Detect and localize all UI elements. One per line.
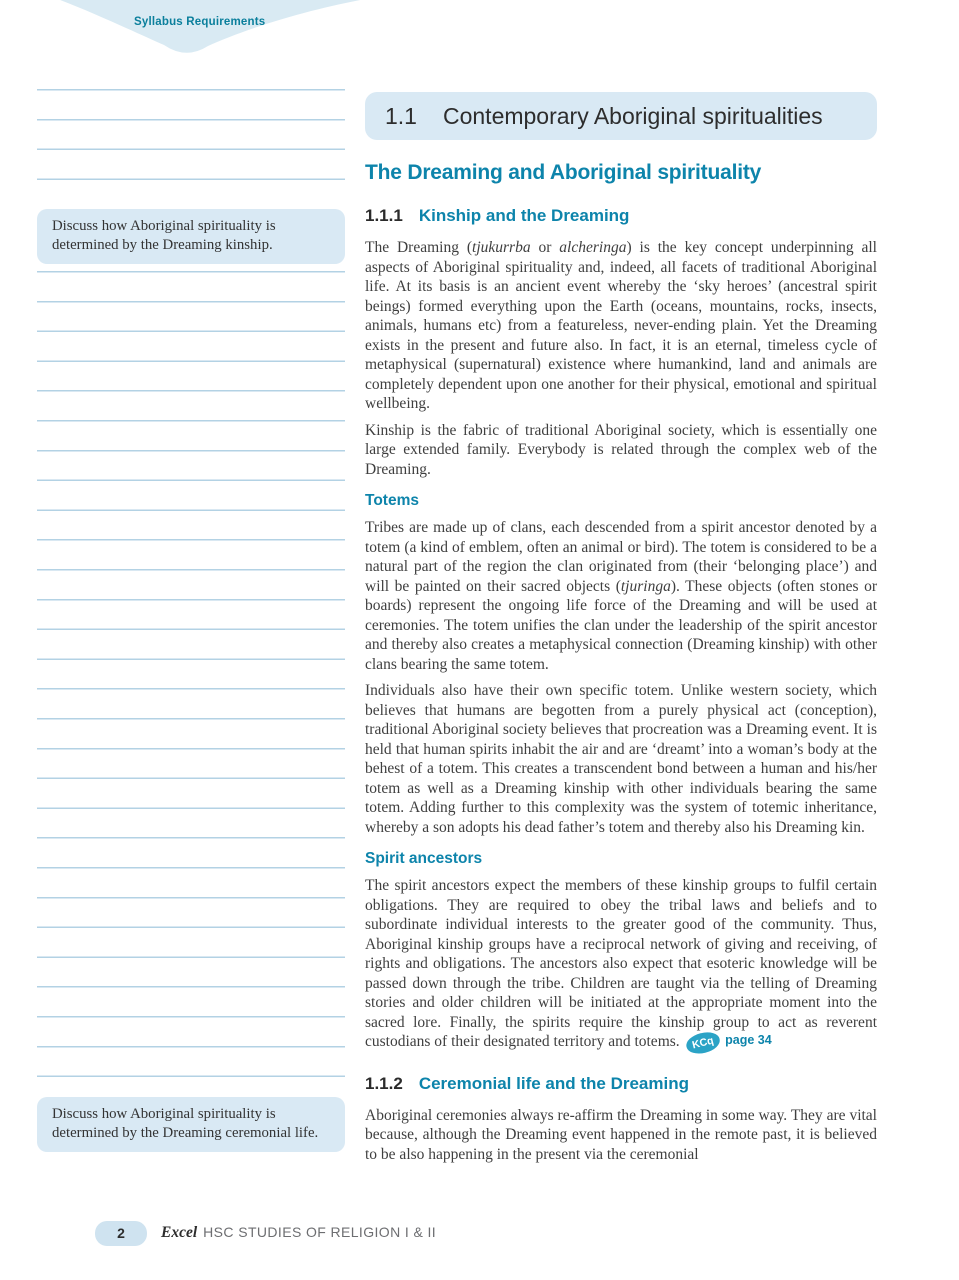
p1-text: The Dreaming ( [365,239,473,256]
p3-text: ). These objects (often stones or boards) represent the ongoing life force of the Dreaming and will be used at ceremonies. The totem unifies the clan under the leadership of the spirit ancestor and thereby also creates a metaphysical connection (Dreaming kinship) with other clans bearing the same totem. [365,577,877,673]
chapter-title-box [365,92,877,140]
section-heading-112 [365,1074,877,1094]
kcq-page-reference: page 34 [725,1033,772,1047]
paragraph-spirit-ancestors [365,876,877,1053]
section-title-111: Kinship and the Dreaming [418,206,630,225]
page-footer [0,1221,959,1247]
paragraph-tribes-clans [365,518,877,674]
p5-text: The spirit ancestors expect the members of these kinship groups to fulfil certain obligations. They are required to obey the tribal laws and beliefs and to subordinate individual interests to the greater good of the community. Thus, Aboriginal kinship groups have a reciprocal network of giving and receiving, of rights and obligations. The ancestors also expect that esoteric knowledge will be passed down through the tribe. Children are taught via the telling of Dreaming stories and older children will be initiated at the appropriate moment into the sacred lore. Finally, the spirits require the kinship group to act as reverent custodians of their designated territory and totems. [365,877,877,1050]
kcq-key-concept-badge: KCq [684,1029,721,1056]
main-text-column [365,0,877,1164]
p1-term-tjukurrba: tjukurrba [472,239,531,256]
page-number-pill: 2 [95,1221,147,1246]
paragraph-individual-totems: Individuals also have their own specific totem. Unlike western society, which believes that humans are begotten from a purely physical act (conception), traditional Aboriginal society believes that procreation was a Dreaming event. It is held that human spirits inhabit the air and are ‘dreamt’ into a woman’s body at the behest of a totem. This creates a transcendent bond between a human and his/her totem as well as a Dreaming kinship with other individuals bearing the same totem. Adding further to this complexity was the system of totemic inheritance, whereby a son adopts his dead father’s totem and thereby also his Dreaming kin. [365,682,877,836]
chapter-title: Contemporary Aboriginal spiritualities [442,103,823,129]
section-number-112: 1.1.2 [365,1073,403,1093]
subheading-spirit-ancestors: Spirit ancestors [365,850,483,867]
p3-term-tjuringa: tjuringa [620,577,671,595]
page-heading: The Dreaming and Aboriginal spirituality [365,161,762,184]
p1-term-alcheringa: alcheringa [559,239,627,256]
chapter-number: 1.1 [385,103,417,129]
syllabus-note-ceremonial: Discuss how Aboriginal spirituality is determined by the Dreaming ceremonial life. [37,1097,345,1152]
paragraph-ceremonies: Aboriginal ceremonies always re-affirm the Dreaming in some way. They are vital because, although the Dreaming event happened in the remote past, it is believed to be also happening in the present via the ceremonial [365,1106,877,1163]
syllabus-tab-label: Syllabus Requirements [134,16,266,28]
section-number-111: 1.1.1 [365,206,403,225]
subheading-totems: Totems [365,492,419,509]
book-title-rest: HSC STUDIES OF RELIGION I & II [203,1224,437,1240]
p1-text: ) is the key concept underpinning all aspects of Aboriginal spirituality and, indeed, all facets of traditional Aboriginal life. At its basis is an ancient event whereby the ‘sky heroes’ (ancestral spirit beings) formed everything upon the Earth (oceans, mountains, rocks, insects, animals, humans etc) from a featureless, never-ending plain. Yet the Dreaming exists in the present and future also. In fact, it is an eternal, timeless cycle of metaphysical (supernatural) existence where humankind, land and animals are completely dependent upon one another for their physical, emotional and spiritual wellbeing. [365,239,877,412]
paragraph-dreaming-concept [365,238,877,414]
section-title-112: Ceremonial life and the Dreaming [418,1073,689,1093]
sidebar-notes-column [37,0,345,1280]
book-title [161,1224,436,1242]
ruled-lines-middle [37,271,345,1083]
p1-text: or [530,239,560,256]
book-title-excel: Excel [161,1224,198,1241]
p3-text: Tribes are made up of clans, each descended from a spirit ancestor denoted by a totem (a kind of emblem, often an animal or bird). The totem is considered to be a natural part of the region the clan originated from (their ‘belonging place’) and will be painted on their sacred objects ( [365,519,877,595]
syllabus-note-kinship: Discuss how Aboriginal spirituality is determined by the Dreaming kinship. [37,209,345,264]
ruled-lines-top [37,89,345,181]
paragraph-kinship-fabric: Kinship is the fabric of traditional Aboriginal society, which is essentially one large extended family. Everybody is related through the complex web of the Dreaming. [365,421,877,478]
section-heading-111 [365,206,877,226]
